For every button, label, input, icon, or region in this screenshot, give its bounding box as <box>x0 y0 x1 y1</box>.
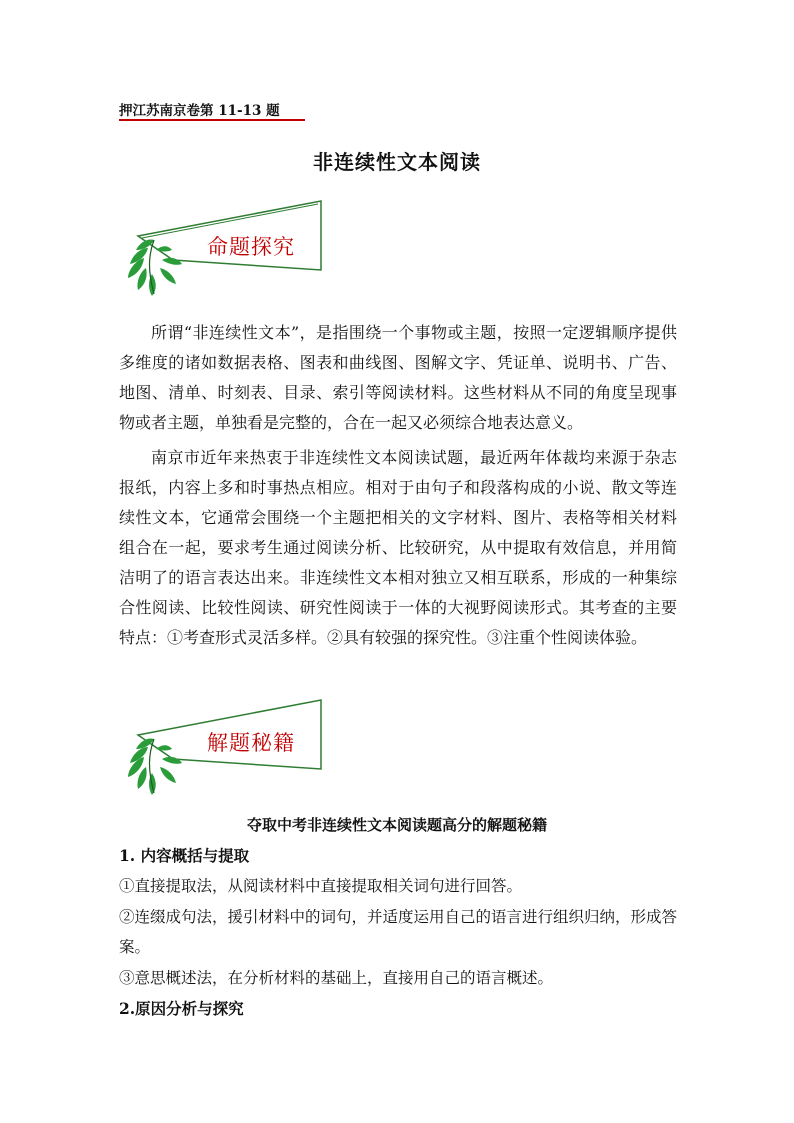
methods-heading-1: 1. 内容概括与提取 <box>119 846 250 865</box>
methods-title: 夺取中考非连续性文本阅读题高分的解题秘籍 <box>246 816 547 834</box>
methods-heading-2: 2.原因分析与探究 <box>119 999 244 1018</box>
method-item-1: ①直接提取法，从阅读材料中直接提取相关词句进行回答。 <box>119 877 523 895</box>
banner-label: 命题探究 <box>207 235 295 259</box>
banner-label: 解题秘籍 <box>207 731 295 755</box>
method-item-3: ③意思概述法，在分析材料的基础上，直接用自己的语言概述。 <box>119 969 554 987</box>
banner-solving-secrets <box>118 697 333 802</box>
banner-topic-exploration <box>118 198 333 303</box>
header-rule <box>119 119 305 121</box>
document-title: 非连续性文本阅读 <box>313 150 481 174</box>
method-item-2: ②连缀成句法，援引材料中的词句，并适度运用自己的语言进行组织归纳，形成答案。 <box>119 908 678 956</box>
page-header: 押江苏南京卷第 11-13 题 <box>119 103 280 119</box>
intro-paragraph-1: 所谓“非连续性文本”，是指围绕一个事物或主题，按照一定逻辑顺序提供多维度的诸如数据表格、图表和曲线图、图解文字、凭证单、说明书、广告、地图、清单、时刻表、目录、索引等阅读材料。这些材料从不同的角度呈现事物或者主题，单独看是完整的，合在一起又必须综合地表达意义。 <box>119 323 677 432</box>
intro-paragraph-2: 南京市近年来热衷于非连续性文本阅读试题，最近两年体裁均来源于杂志报纸，内容上多和时事热点相应。相对于由句子和段落构成的小说、散文等连续性文本，它通常会围绕一个主题把相关的文字材料、图片、表格等相关材料组合在一起，要求考生通过阅读分析、比较研究，从中提取有效信息，并用简洁明了的语言表达出来。非连续性文本相对独立又相互联系，形成的一种集综合性阅读、比较性阅读、研究性阅读于一体的大视野阅读形式。其考查的主要特点：①考查形式灵活多样。②具有较强的探究性。③注重个性阅读体验。 <box>119 448 677 647</box>
